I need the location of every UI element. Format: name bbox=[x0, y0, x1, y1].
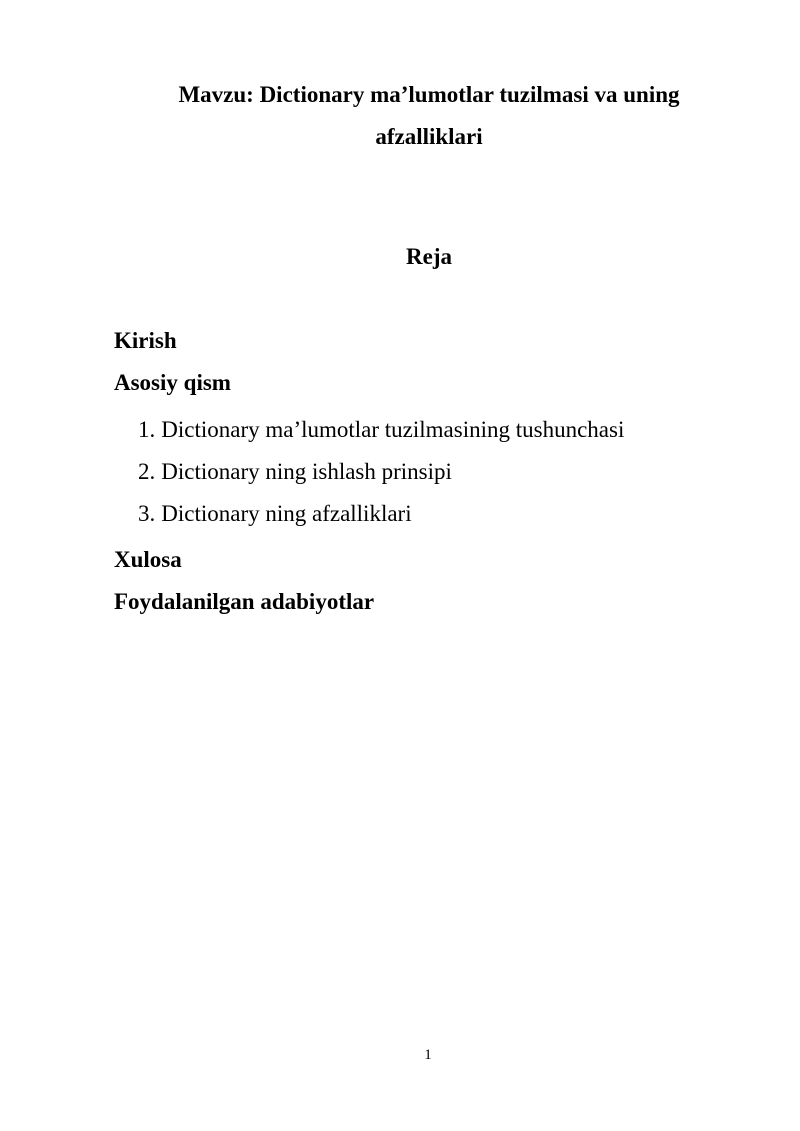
list-item bbox=[138, 451, 624, 493]
list-item bbox=[138, 493, 624, 535]
title-line-2: afzalliklari bbox=[375, 124, 483, 149]
list-item bbox=[138, 409, 624, 451]
section-conclusion: Xulosa bbox=[114, 547, 182, 572]
document-title bbox=[114, 74, 744, 158]
section-intro: Kirish bbox=[114, 328, 177, 353]
title-line-1: Mavzu: Dictionary ma’lumotlar tuzilmasi va uning bbox=[178, 82, 680, 107]
page-number: 1 bbox=[424, 1047, 432, 1063]
list-item-text: Dictionary ma’lumotlar tuzilmasining tushunchasi bbox=[161, 417, 625, 442]
list-item-number: 2. bbox=[138, 459, 156, 484]
list-item-number: 1. bbox=[138, 417, 156, 442]
plan-heading: Reja bbox=[406, 244, 452, 269]
list-item-text: Dictionary ning afzalliklari bbox=[161, 501, 412, 526]
section-main: Asosiy qism bbox=[114, 370, 231, 395]
list-item-number: 3. bbox=[138, 501, 156, 526]
section-references: Foydalanilgan adabiyotlar bbox=[114, 589, 375, 614]
main-items-list bbox=[138, 409, 624, 535]
list-item-text: Dictionary ning ishlash prinsipi bbox=[161, 459, 452, 484]
